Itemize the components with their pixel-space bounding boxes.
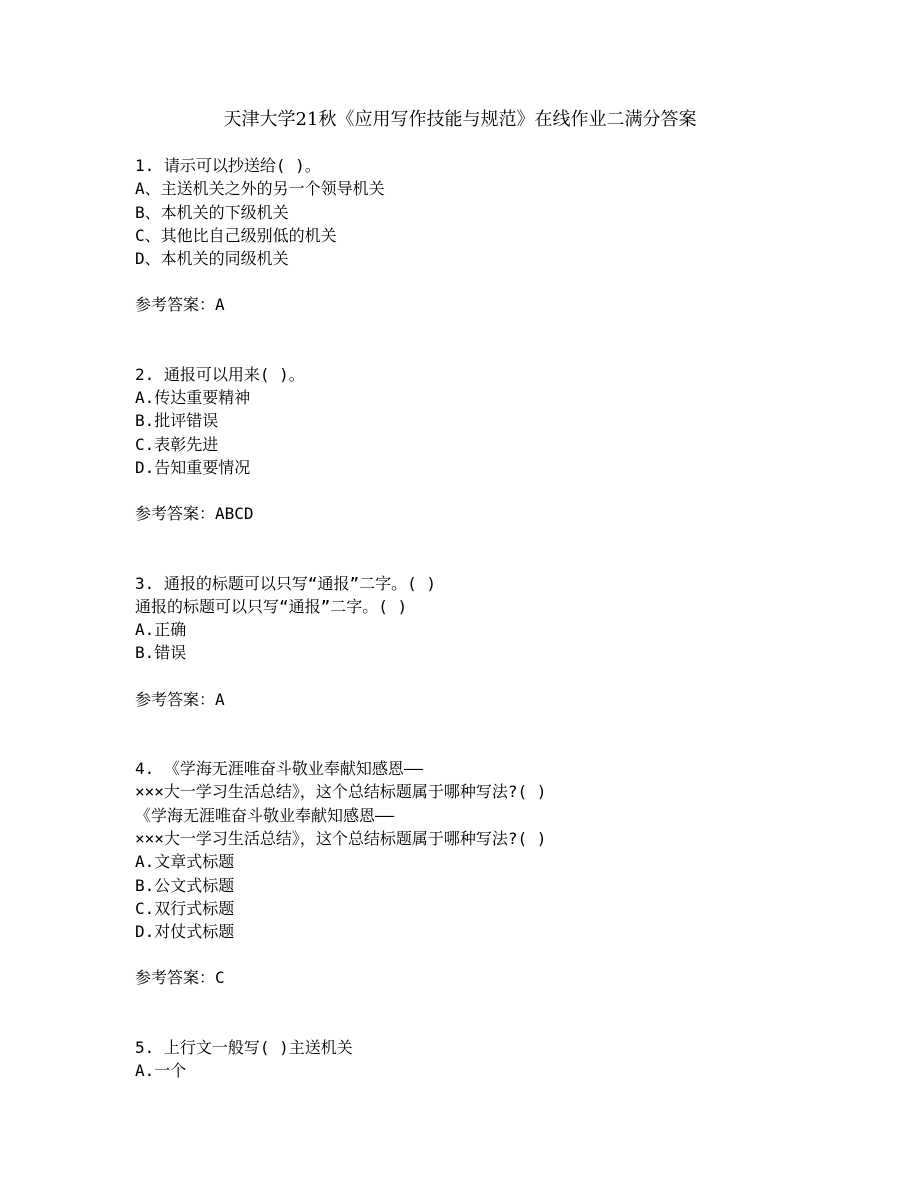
document-title: 天津大学21秋《应用写作技能与规范》在线作业二满分答案 <box>223 109 697 130</box>
option-d: D.对仗式标题 <box>135 922 235 942</box>
question-stem: 2. 通报可以用来( )。 <box>135 364 305 384</box>
option-b: B.错误 <box>135 643 187 663</box>
option-c: C.双行式标题 <box>135 898 235 918</box>
question-list <box>135 154 895 1082</box>
question-stem: 3. 通报的标题可以只写“通报”二字。( ) <box>135 573 437 593</box>
question-1 <box>135 154 895 317</box>
option-b: B.批评错误 <box>135 411 219 431</box>
question-5 <box>135 1036 895 1083</box>
option-c: C.表彰先进 <box>135 434 219 454</box>
option-a: A、主送机关之外的另一个领导机关 <box>135 179 385 199</box>
option-b: B.公文式标题 <box>135 875 235 895</box>
option-c: C、其他比自己级别低的机关 <box>135 225 337 245</box>
option-a: A.传达重要精神 <box>135 388 251 408</box>
option-a: A.文章式标题 <box>135 852 235 872</box>
reference-answer: 参考答案：C <box>135 968 225 988</box>
question-stem: 1. 请示可以抄送给( )。 <box>135 156 321 175</box>
option-a: A.正确 <box>135 620 187 640</box>
question-stem-line2: ×××大一学习生活总结》，这个总结标题属于哪种写法?( ) <box>135 782 547 802</box>
option-d: D、本机关的同级机关 <box>135 249 289 269</box>
reference-answer: 参考答案：A <box>135 689 225 709</box>
reference-answer: 参考答案：A <box>135 295 225 315</box>
reference-answer: 参考答案：ABCD <box>135 504 254 524</box>
question-stem-repeat: 通报的标题可以只写“通报”二字。( ) <box>135 596 408 616</box>
option-d: D.告知重要情况 <box>135 457 251 477</box>
question-stem: 4. 《学海无涯唯奋斗敬业奉献知感恩—— <box>135 759 424 779</box>
question-stem-repeat: 《学海无涯唯奋斗敬业奉献知感恩—— <box>135 805 395 825</box>
question-3 <box>135 572 895 711</box>
question-stem-repeat-line2: ×××大一学习生活总结》，这个总结标题属于哪种写法?( ) <box>135 828 547 848</box>
option-a: A.一个 <box>135 1061 187 1081</box>
question-4 <box>135 757 895 990</box>
question-stem: 5. 上行文一般写( )主送机关 <box>135 1037 353 1057</box>
question-2 <box>135 363 895 526</box>
option-b: B、本机关的下级机关 <box>135 202 289 222</box>
